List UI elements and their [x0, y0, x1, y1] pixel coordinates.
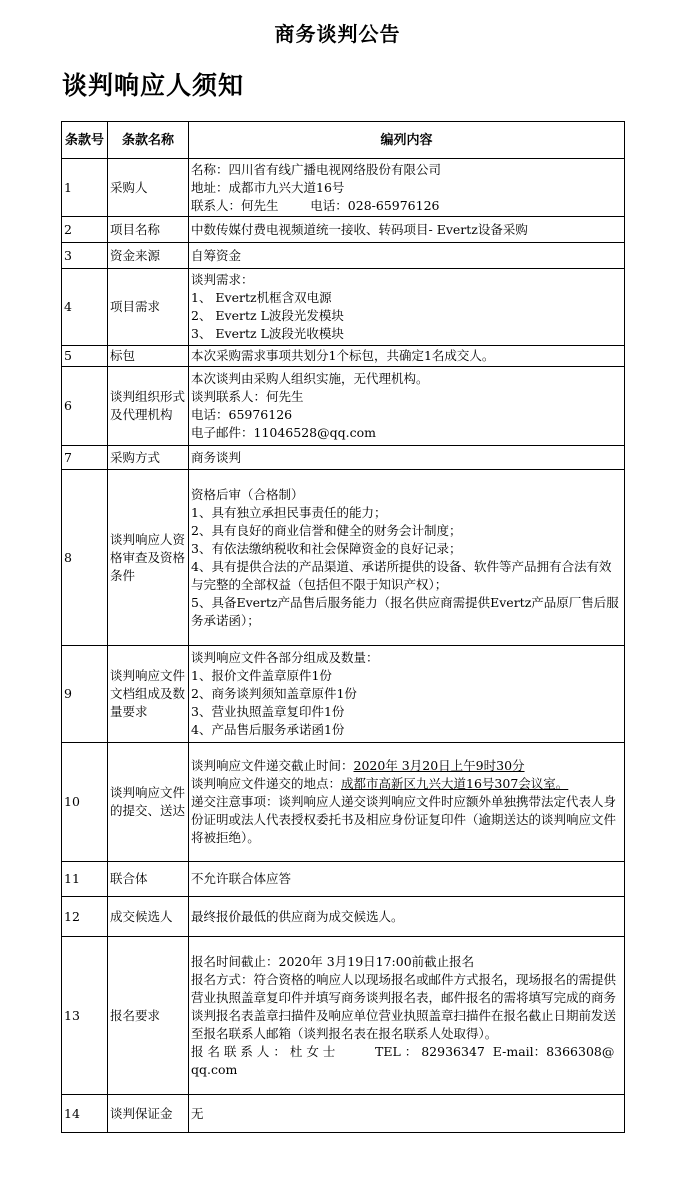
submission-deadline [191, 757, 622, 775]
submission-notice: 递交注意事项：谈判响应人递交谈判响应文件时应额外单独携带法定代表人身份证明或法人代表授权委托书及相应身份证复印件（逾期送达的谈判响应文件将被拒绝）。 [191, 794, 617, 845]
clause-number: 6 [62, 367, 108, 446]
clause-name: 报名要求 [108, 937, 189, 1095]
content-line: 自筹资金 [191, 247, 242, 263]
clause-name: 标包 [108, 346, 189, 367]
header-number: 条款号 [62, 122, 108, 159]
content-line: 本次谈判由采购人组织实施，无代理机构。 [191, 371, 429, 386]
content-line: 电子邮件：11046528@qq.com [191, 425, 376, 440]
content-line: 2、 Evertz L波段光发模块 [191, 308, 344, 323]
content-line: 资格后审（合格制） [191, 486, 304, 502]
clause-number: 12 [62, 897, 108, 937]
clause-content [189, 159, 625, 217]
table-row [62, 646, 625, 743]
location-value: 成都市高新区九兴大道16号307会议室。 [341, 776, 569, 791]
clause-content [189, 937, 625, 1095]
section-title: 谈判响应人须知 [62, 71, 245, 100]
clause-content [189, 217, 625, 243]
table-row [62, 862, 625, 897]
table-row [62, 743, 625, 862]
clause-number: 14 [62, 1095, 108, 1133]
clause-content [189, 1095, 625, 1133]
clause-name: 谈判保证金 [108, 1095, 189, 1133]
clause-number: 2 [62, 217, 108, 243]
content-line: 1、 Evertz机框含双电源 [191, 290, 332, 305]
clause-number: 8 [62, 470, 108, 646]
content-line: 谈判联系人：何先生 [191, 389, 304, 404]
content-line: 地址：成都市九兴大道16号 [191, 179, 345, 195]
clause-content [189, 243, 625, 269]
clause-content [189, 446, 625, 470]
content-line: 中数传媒付费电视频道统一接收、转码项目- Evertz设备采购 [191, 221, 528, 237]
clause-number: 5 [62, 346, 108, 367]
content-line: 谈判响应文件各部分组成及数量： [191, 650, 379, 665]
content-line: 1、具有独立承担民事责任的能力； [191, 504, 387, 520]
content-line: 3、营业执照盖章复印件1份 [191, 704, 345, 719]
clause-name: 采购人 [108, 159, 189, 217]
clause-content [189, 470, 625, 646]
content-line: 名称：四川省有线广播电视网络股份有限公司 [191, 161, 442, 177]
clause-name: 项目需求 [108, 269, 189, 346]
clause-name: 谈判组织形式及代理机构 [108, 367, 189, 446]
content-line: 报 名 联 系 人 ： 杜 女 士 TEL ： 82936347 E-mail：8366308@qq.com [191, 1043, 615, 1077]
clause-number: 13 [62, 937, 108, 1095]
clause-content [189, 897, 625, 937]
submission-location [191, 775, 622, 793]
table-row [62, 897, 625, 937]
content-line: 最终报价最低的供应商为成交候选人。 [191, 908, 404, 924]
clause-number: 4 [62, 269, 108, 346]
clause-name: 采购方式 [108, 446, 189, 470]
content-line: 报名方式：符合资格的响应人以现场报名或邮件方式报名，现场报名的需提供营业执照盖章复印件并填写商务谈判报名表，邮件报名的需将填写完成的商务谈判报名表盖章扫描件及响应单位营业执照盖章扫描件在报名截止日期前发送至报名联系人邮箱（谈判报名表在报名联系人处取得）。 [191, 971, 617, 1041]
content-line: 4、产品售后服务承诺函1份 [191, 722, 345, 737]
page-title: 商务谈判公告 [274, 22, 401, 46]
clause-content [189, 367, 625, 446]
deadline-label: 谈判响应文件递交截止时间： [191, 758, 354, 773]
table-row [62, 269, 625, 346]
clause-name: 谈判响应文件的提交、送达 [108, 743, 189, 862]
clause-content [189, 646, 625, 743]
header-content: 编列内容 [189, 122, 625, 159]
clause-number: 7 [62, 446, 108, 470]
table-row [62, 346, 625, 367]
clause-content [189, 743, 625, 862]
content-line: 1、报价文件盖章原件1份 [191, 668, 332, 683]
content-line: 电话：65976126 [191, 407, 293, 422]
clause-name: 资金来源 [108, 243, 189, 269]
content-line: 本次采购需求事项共划分1个标包，共确定1名成交人。 [191, 348, 495, 363]
content-line: 2、商务谈判须知盖章原件1份 [191, 686, 357, 701]
content-line: 无 [191, 1105, 204, 1121]
clause-content [189, 346, 625, 367]
content-line: 2、具有良好的商业信誉和健全的财务会计制度； [191, 522, 462, 538]
clause-name: 谈判响应文件文档组成及数量要求 [108, 646, 189, 743]
clause-content [189, 269, 625, 346]
table-row [62, 217, 625, 243]
table-row [62, 1095, 625, 1133]
table-row [62, 937, 625, 1095]
content-line: 谈判需求： [191, 272, 254, 287]
content-line: 联系人：何先生 电话：028-65976126 [191, 197, 440, 213]
content-line: 5、具备Evertz产品售后服务能力（报名供应商需提供Evertz产品原厂售后服务承诺函）； [191, 594, 619, 628]
clause-name: 成交候选人 [108, 897, 189, 937]
content-line: 商务谈判 [191, 449, 242, 465]
table-row [62, 243, 625, 269]
table-row [62, 470, 625, 646]
clause-number: 10 [62, 743, 108, 862]
clause-number: 9 [62, 646, 108, 743]
clause-name: 项目名称 [108, 217, 189, 243]
clause-number: 11 [62, 862, 108, 897]
table-row [62, 446, 625, 470]
terms-table [61, 121, 625, 1133]
table-row [62, 367, 625, 446]
deadline-value: 2020年 3月20日上午9时30分 [353, 758, 525, 773]
clause-content [189, 862, 625, 897]
clause-name: 谈判响应人资格审查及资格条件 [108, 470, 189, 646]
content-line: 3、 Evertz L波段光收模块 [191, 326, 344, 341]
header-name: 条款名称 [108, 122, 189, 159]
location-label: 谈判响应文件递交的地点： [191, 776, 342, 791]
content-line: 不允许联合体应答 [191, 871, 292, 886]
table-row [62, 159, 625, 217]
content-line: 4、具有提供合法的产品渠道、承诺所提供的设备、软件等产品拥有合法有效与完整的全部权益（包括但不限于知识产权）； [191, 558, 612, 592]
clause-number: 1 [62, 159, 108, 217]
clause-name: 联合体 [108, 862, 189, 897]
content-line: 报名时间截止：2020年 3月19日17:00前截止报名 [191, 953, 475, 969]
table-header-row [62, 122, 625, 159]
content-line: 3、有依法缴纳税收和社会保障资金的良好记录； [191, 540, 462, 556]
clause-number: 3 [62, 243, 108, 269]
